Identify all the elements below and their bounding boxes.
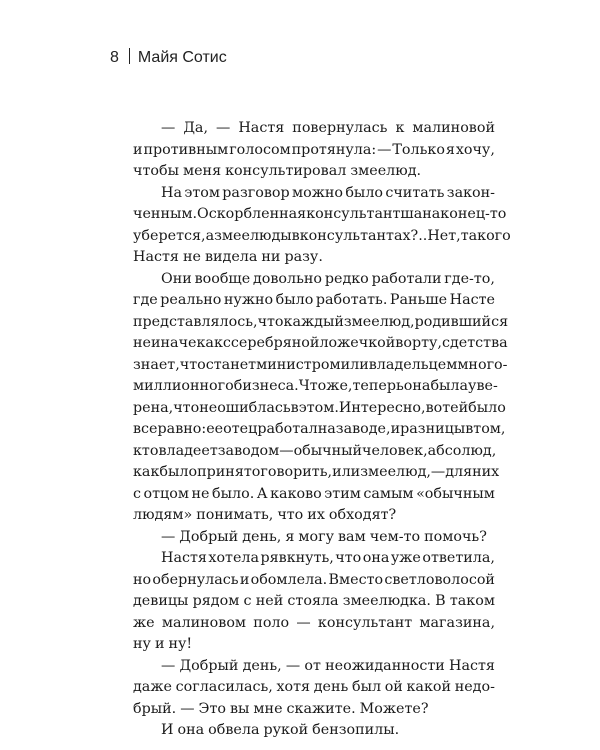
- text-line: как было принято говорить, или змеелюд, — для них: [133, 464, 500, 480]
- text-line: ченным. Оскорбленная консультантша наконец-то: [133, 206, 507, 222]
- text-line: девицы рядом с ней стояла змеелюдка. В таком: [133, 593, 495, 609]
- text-line: брый. — Это вы мне скажите. Можете?: [133, 700, 429, 717]
- paragraph: [133, 656, 495, 721]
- text-line: Они вообще довольно редко работали где-то,: [161, 270, 495, 287]
- paragraph: [133, 548, 495, 656]
- text-line: даже согласилась, хотя день был ой какой недо-: [133, 679, 495, 695]
- text-line: — Добрый день, я могу вам чем-то помочь?: [161, 528, 487, 545]
- paragraph: [133, 527, 495, 549]
- running-header: [110, 48, 227, 67]
- paragraph: [133, 183, 511, 269]
- text-line: и противным голосом протянула: — Только я хочу,: [133, 141, 495, 158]
- text-line: же малиновом поло — консультант магазина,: [133, 614, 495, 631]
- text-line: чтобы меня консультировал змеелюд.: [133, 163, 422, 179]
- header-separator: [129, 48, 130, 64]
- text-line: где реально нужно было работать. Раньше Насте: [133, 292, 495, 308]
- text-line: ну и ну!: [133, 636, 193, 652]
- body-text: [133, 118, 511, 742]
- text-line: На этом разговор можно было считать закон-: [161, 184, 495, 201]
- text-line: миллионного бизнеса. Что же, теперь она была уве-: [133, 378, 498, 394]
- text-line: — Добрый день, — от неожиданности Настя: [161, 657, 495, 674]
- text-line: — Да, — Настя повернулась к малиновой: [161, 120, 495, 136]
- text-line: знает, что станет министром или владельцем много-: [133, 356, 508, 373]
- text-line: И она обвела рукой бензопилы.: [161, 722, 400, 738]
- text-line: людям» понимать, что их обходят?: [133, 507, 397, 523]
- paragraph: [133, 269, 509, 527]
- page-number: 8: [110, 49, 119, 66]
- text-line: с отцом не было. А каково этим самым «обычным: [133, 485, 495, 502]
- text-line: рена, что не ошиблась в этом. Интересно, вот ей было: [133, 399, 506, 416]
- text-line: Настя хотела рявкнуть, что она уже ответила,: [161, 550, 495, 566]
- author-name: Майя Сотис: [137, 49, 227, 66]
- paragraph: [133, 720, 495, 742]
- paragraph: [133, 118, 495, 183]
- text-line: не иначе как с серебряной ложечкой во рту, с детства: [133, 335, 508, 351]
- text-line: уберется, а змеелюды в консультантах?.. Нет, такого: [133, 227, 511, 244]
- text-line: Настя не видела ни разу.: [133, 249, 323, 265]
- text-line: все равно: ее отец работал на заводе, и разницы в том,: [133, 421, 506, 437]
- text-line: представлялось, что каждый змеелюд, родившийся: [133, 313, 509, 330]
- text-line: кто владеет заводом — обычный человек, абсолюд,: [133, 442, 497, 459]
- text-line: но обернулась и обомлела. Вместо светловолосой: [133, 571, 495, 588]
